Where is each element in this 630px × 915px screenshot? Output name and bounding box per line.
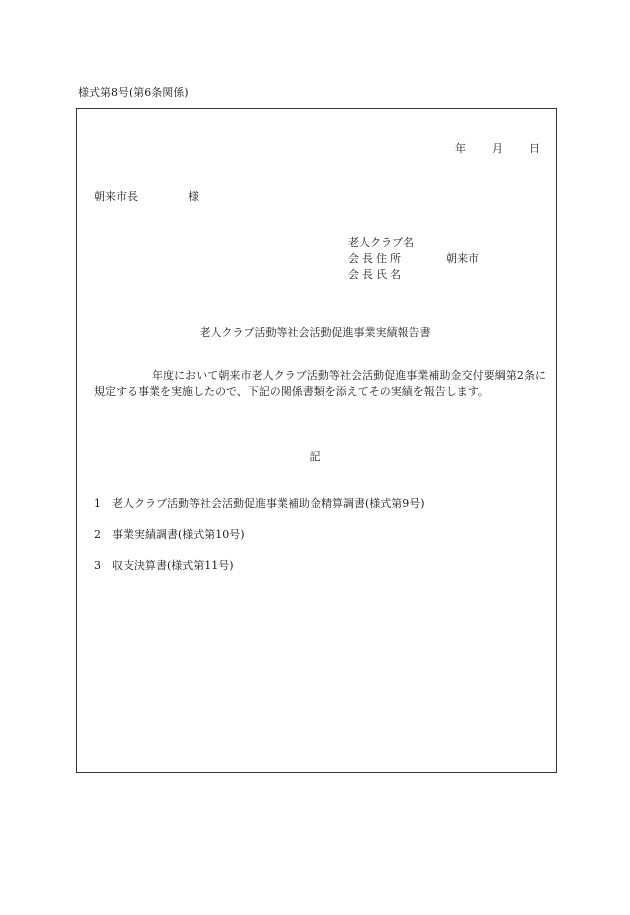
list-item (94, 495, 425, 511)
document-title: 老人クラブ活動等社会活動促進事業実績報告書 (199, 326, 431, 339)
list-item (94, 557, 234, 573)
date-year-label: 年 (455, 142, 466, 155)
president-address-label: 会長住所 (348, 252, 404, 265)
list-item-text: 事業実績調書(様式第10号) (112, 528, 245, 541)
list-item-text: 収支決算書(様式第11号) (112, 559, 234, 572)
addressee-honorific: 様 (188, 190, 199, 203)
body-paragraph: 年度において朝来市老人クラブ活動等社会活動促進事業補助金交付要綱第2条に規定する事業を実施したので、下記の関係書類を添えてその実績を報告します。 (94, 369, 546, 398)
date-day-label: 日 (529, 142, 540, 155)
president-name-label: 会長氏名 (348, 268, 404, 281)
list-item (94, 526, 245, 542)
form-number-label: 様式第8号(第6条関係) (78, 86, 189, 99)
addressee-name: 朝来市長 (94, 190, 138, 203)
date-month-label: 月 (492, 142, 503, 155)
list-item-number: 3 (94, 559, 101, 572)
list-item-number: 2 (94, 528, 101, 541)
document-frame (76, 108, 557, 773)
president-address-value: 朝来市 (446, 252, 479, 265)
club-name-label: 老人クラブ名 (348, 236, 414, 249)
list-item-text: 老人クラブ活動等社会活動促進事業補助金精算調書(様式第9号) (112, 497, 425, 510)
list-item-number: 1 (94, 497, 101, 510)
ki-heading: 記 (309, 450, 321, 463)
